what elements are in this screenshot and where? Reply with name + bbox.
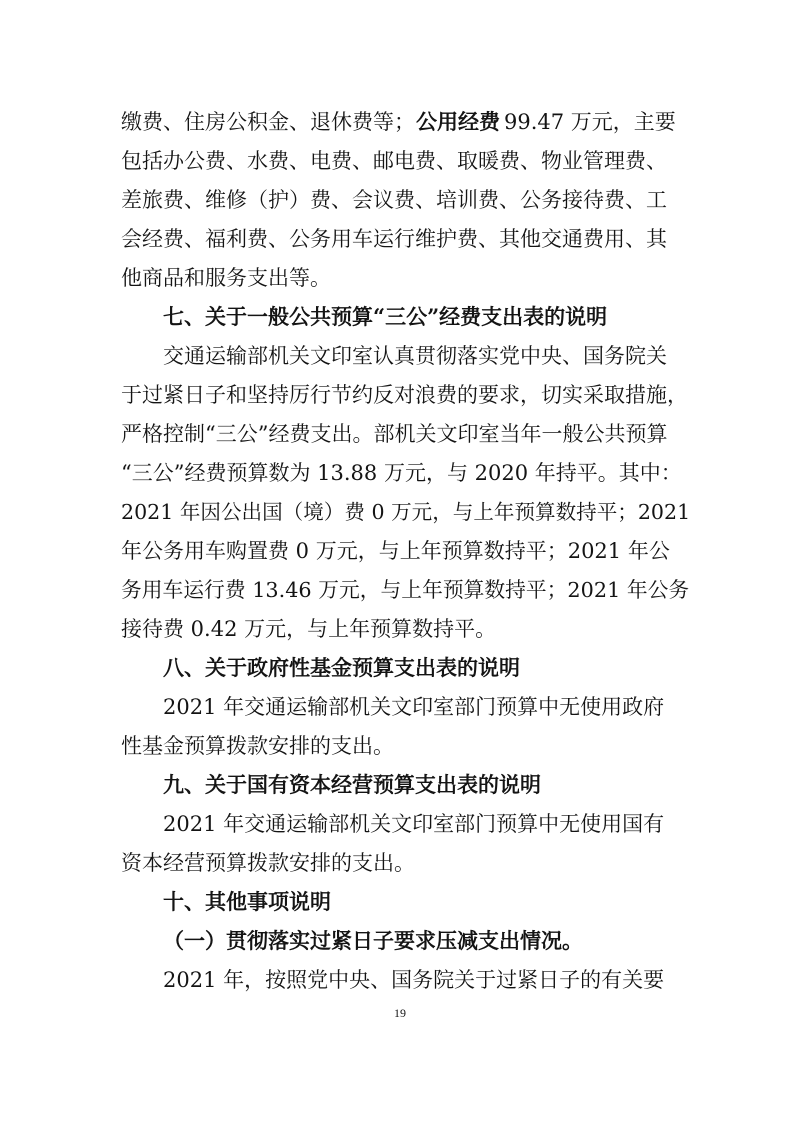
paragraph-line: 于过紧日子和坚持厉行节约反对浪费的要求，切实采取措施，	[121, 383, 688, 407]
paragraph-line: 2021 年交通运输部机关文印室部门预算中无使用政府	[163, 695, 665, 719]
section-heading: 七、关于一般公共预算“三公”经费支出表的说明	[163, 304, 608, 329]
paragraph-line: 缴费、住房公积金、退休费等；	[121, 110, 415, 134]
paragraph-line: 年公务用车购置费 0 万元，与上年预算数持平；2021 年公	[121, 539, 670, 563]
paragraph-line: 2021 年交通运输部机关文印室部门预算中无使用国有	[163, 812, 665, 836]
page-number: 19	[394, 1006, 406, 1020]
bold-term: 公用经费	[416, 109, 500, 134]
paragraph-line: 包括办公费、水费、电费、邮电费、取暖费、物业管理费、	[121, 149, 667, 173]
subsection-heading: （一）贯彻落实过紧日子要求压减支出情况。	[163, 928, 583, 953]
paragraph-line: 差旅费、维修（护）费、会议费、培训费、公务接待费、工	[121, 188, 667, 212]
paragraph-line: “三公”经费预算数为 13.88 万元，与 2020 年持平。其中：	[121, 461, 682, 485]
section-heading: 十、其他事项说明	[163, 889, 331, 914]
paragraph-line: 接待费 0.42 万元，与上年预算数持平。	[121, 617, 497, 641]
section-heading: 八、关于政府性基金预算支出表的说明	[163, 655, 520, 680]
paragraph-line: 资本经营预算拨款安排的支出。	[121, 851, 415, 875]
section-heading: 九、关于国有资本经营预算支出表的说明	[163, 772, 541, 797]
paragraph-line: 交通运输部机关文印室认真贯彻落实党中央、国务院关	[163, 344, 667, 368]
paragraph-line: 99.47 万元，主要	[504, 110, 676, 134]
paragraph-line: 2021 年，按照党中央、国务院关于过紧日子的有关要	[163, 968, 665, 992]
paragraph-line: 性基金预算拨款安排的支出。	[121, 734, 394, 758]
paragraph-line: 他商品和服务支出等。	[121, 266, 331, 290]
paragraph-line: 会经费、福利费、公务用车运行维护费、其他交通费用、其	[121, 227, 667, 251]
paragraph-line: 务用车运行费 13.46 万元，与上年预算数持平；2021 年公务	[121, 578, 690, 602]
paragraph-line: 2021 年因公出国（境）费 0 万元，与上年预算数持平；2021	[121, 500, 691, 524]
paragraph-line: 严格控制“三公”经费支出。部机关文印室当年一般公共预算	[121, 422, 668, 446]
